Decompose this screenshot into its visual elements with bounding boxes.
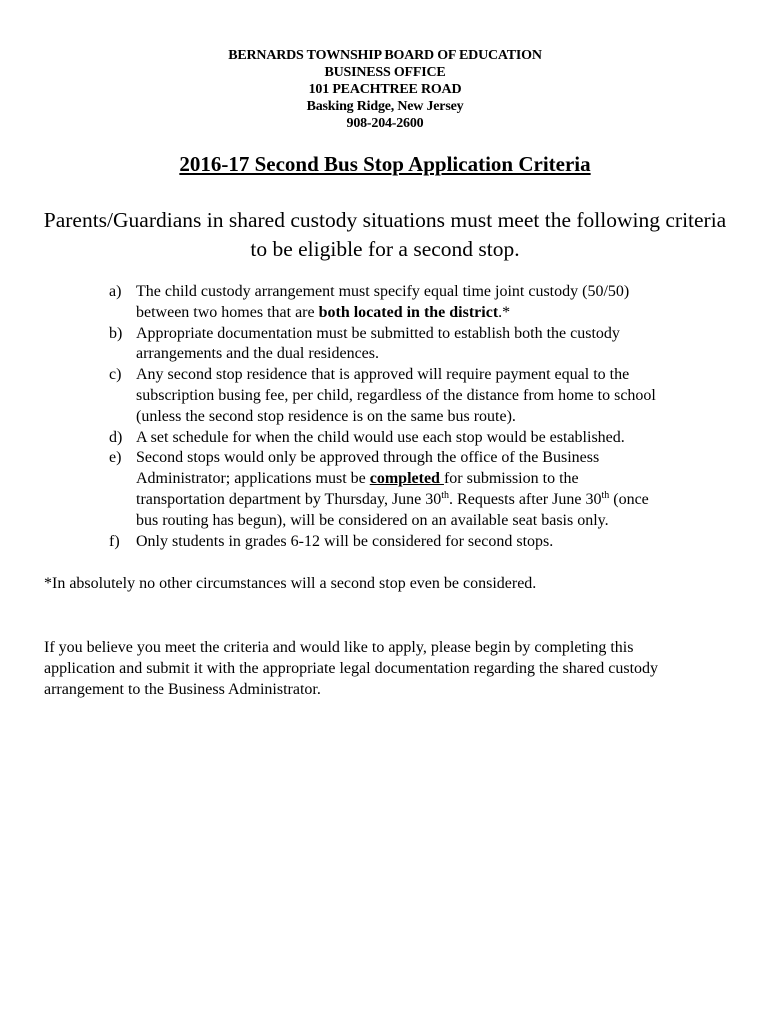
criteria-e-date-text: transportation department by Thursday, June 30 [136, 490, 442, 508]
criteria-list [109, 282, 729, 552]
criteria-e-emphasis: completed [369, 470, 444, 488]
criteria-b-line-2: arrangements and the dual residences. [136, 345, 380, 363]
criteria-item-f [109, 532, 729, 553]
letterhead [0, 47, 770, 132]
ordinal-suffix: th [601, 489, 610, 501]
criteria-marker: b) [109, 324, 123, 342]
criteria-marker: e) [109, 449, 122, 467]
closing-line-2: application and submit it with the appropriate legal documentation regarding the shared custody [44, 660, 659, 677]
criteria-e-text-end: for submission to the [443, 470, 579, 488]
criteria-item-b [109, 324, 729, 366]
closing-line-3: arrangement to the Business Administrator. [44, 681, 321, 698]
criteria-c-line-3: (unless the second stop residence is on the same bus route). [136, 407, 516, 425]
criteria-e-line-1: Second stops would only be approved through the office of the Business [136, 449, 600, 467]
footnote: *In absolutely no other circumstances will a second stop even be considered. [44, 575, 537, 592]
document-title: 2016-17 Second Bus Stop Application Criteria [179, 152, 591, 176]
criteria-e-text: Administrator; applications must be [136, 470, 370, 488]
closing-line-1: If you believe you meet the criteria and would like to apply, please begin by completing this [44, 639, 634, 656]
criteria-marker: d) [109, 428, 123, 446]
letterhead-street: 101 PEACHTREE ROAD [308, 82, 462, 97]
criteria-d-line-1: A set schedule for when the child would use each stop would be established. [136, 428, 625, 446]
criteria-e-line-2 [136, 469, 729, 490]
letterhead-phone: 908-204-2600 [346, 116, 424, 131]
criteria-marker: a) [109, 283, 122, 300]
closing-paragraph [44, 637, 734, 700]
letterhead-org: BERNARDS TOWNSHIP BOARD OF EDUCATION [228, 48, 542, 63]
criteria-e-once-text: (once [609, 490, 649, 508]
criteria-b-line-1: Appropriate documentation must be submitted to establish both the custody [136, 324, 620, 342]
criteria-a-line-2 [136, 303, 729, 324]
criteria-item-a [109, 282, 729, 324]
criteria-c-line-1: Any second stop residence that is approved will require payment equal to the [136, 366, 630, 384]
criteria-item-e [109, 448, 729, 531]
criteria-item-d [109, 428, 729, 449]
criteria-c-line-2: subscription busing fee, per child, regardless of the distance from home to school [136, 386, 656, 404]
criteria-e-line-3 [136, 490, 729, 511]
criteria-e-line-4: bus routing has begun), will be considered on an available seat basis only. [136, 511, 609, 529]
criteria-a-line-1: The child custody arrangement must specify equal time joint custody (50/50) [136, 283, 630, 300]
letterhead-city: Basking Ridge, New Jersey [306, 99, 464, 114]
criteria-a-asterisk: .* [498, 303, 511, 321]
criteria-marker: c) [109, 366, 122, 384]
criteria-f-line-1: Only students in grades 6-12 will be considered for second stops. [136, 532, 554, 550]
criteria-marker: f) [109, 532, 120, 550]
criteria-e-requests-text: . Requests after June 30 [449, 490, 602, 508]
ordinal-suffix: th [441, 489, 450, 501]
criteria-a-text: between two homes that are [136, 303, 319, 321]
criteria-item-c [109, 365, 729, 427]
criteria-a-emphasis: both located in the district [318, 303, 499, 321]
intro-paragraph: Parents/Guardians in shared custody situations must meet the following criteria to be eligible for a second stop. [43, 208, 727, 261]
letterhead-dept: BUSINESS OFFICE [324, 65, 446, 80]
